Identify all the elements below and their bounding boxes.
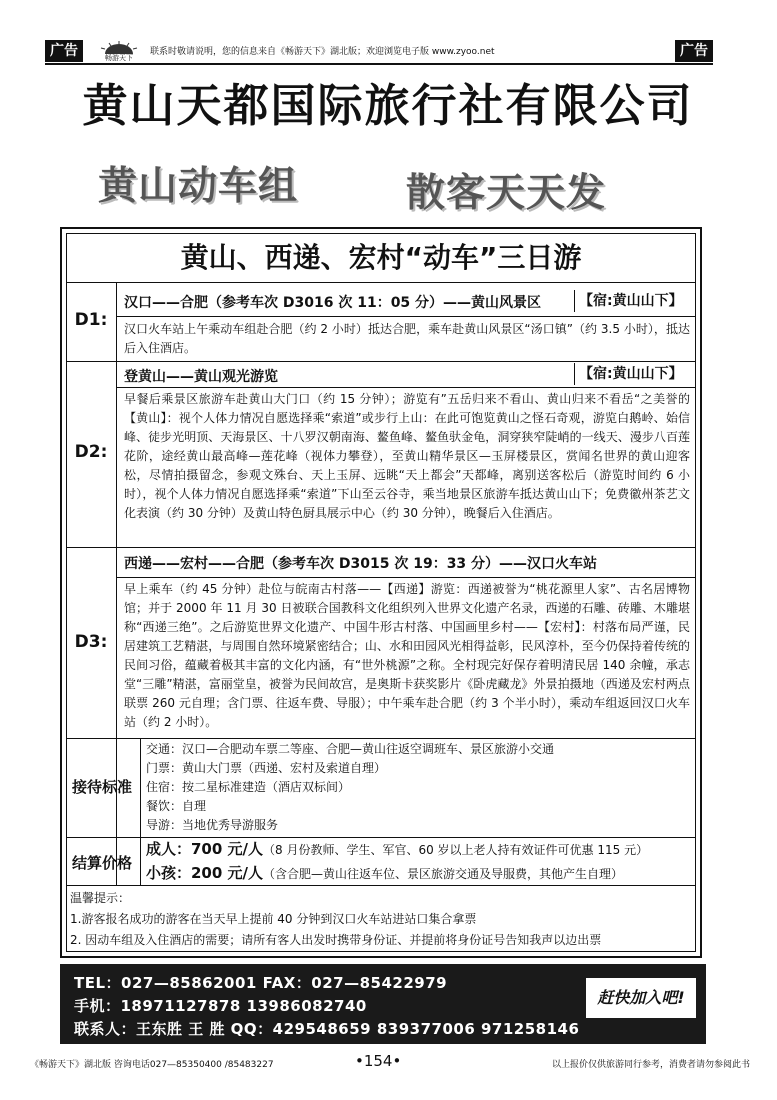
standard-hotel: 住宿：按二星标准建造（酒店双标间） xyxy=(146,780,351,794)
child-price-note: （含合肥—黄山往返车位、景区旅游交通及导服费，其他产生自理） xyxy=(263,867,624,881)
child-price-label: 小孩：200 元/人 xyxy=(146,864,264,882)
contact-phone-fax: TEL：027—85862001 FAX：027—85422979 xyxy=(74,974,448,992)
adult-price-label: 成人：700 元/人 xyxy=(146,840,264,858)
standards-label: 接待标准 xyxy=(71,778,132,796)
tip-1: 1.游客报名成功的游客在当天早上提前 40 分钟到汉口火车站进站口集合拿票 xyxy=(70,912,477,926)
standard-transport: 交通：汉口—合肥动车票二等座、合肥—黄山往返空调班车、景区旅游小交通 xyxy=(146,742,555,756)
day1-title: 汉口——合肥（参考车次 D3016 次 11：05 分）——黄山风景区 xyxy=(124,295,542,311)
day3-label: D3: xyxy=(74,632,108,652)
divider xyxy=(116,387,696,388)
day1-stay: 【宿:黄山山下】 xyxy=(574,290,687,312)
magazine-logo xyxy=(97,40,141,62)
pricing-label: 结算价格 xyxy=(71,854,132,872)
contact-mobile: 手机：18971127878 13986082740 xyxy=(74,997,367,1015)
page-footer xyxy=(30,1052,750,1076)
tip-2: 2. 因动车组及入住酒店的需要；请所有客人出发时携带身份证、并提前将身份证号告知我声以边出票 xyxy=(70,933,602,947)
divider xyxy=(66,361,696,362)
standard-guide: 导游：当地优秀导游服务 xyxy=(146,818,279,832)
day1-desc: 汉口火车站上午乘动车组赴合肥（约 2 小时）抵达合肥，乘车赴黄山风景区“汤口镇”（约 3.5 小时），抵达后入住酒店。 xyxy=(124,322,690,355)
tour-title: 黄山、西递、宏村“动车”三日游 xyxy=(66,234,696,283)
footer-disclaimer: 以上报价仅供旅游同行参考，消费者请勿参阅此书 xyxy=(551,1060,750,1070)
day2-label: D2: xyxy=(74,442,108,462)
divider xyxy=(66,547,696,548)
slogan-left: 黄山动车组 xyxy=(98,164,299,209)
ad-header xyxy=(45,40,713,64)
footer-publication: 《畅游天下》湖北版 咨询电话027—85350400 /85483227 xyxy=(30,1060,274,1070)
contact-people-qq: 联系人：王东胜 王 胜 QQ：429548659 839377006 971258146 xyxy=(74,1020,580,1038)
standard-meals: 餐饮：自理 xyxy=(146,799,207,813)
day1-label: D1: xyxy=(74,310,108,330)
ad-tag-left: 广告 xyxy=(45,40,83,62)
contact-bar xyxy=(60,964,706,1044)
header-divider xyxy=(45,63,713,65)
sun-logo-icon xyxy=(97,41,141,55)
company-name: 黄山天都国际旅行社有限公司 xyxy=(82,79,694,132)
divider xyxy=(140,738,141,885)
day3-desc: 早上乘车（约 45 分钟）赴位与皖南古村落——【西递】游览：西递被誉为“桃花源里人家”、古名居博物馆；并于 2000 年 11 月 30 日被联合国教科文化组织列入世界文化遗产名录，西递的石雕、砖雕、木雕堪称“西递三绝”。之后游览世界文化遗产、中国牛形古村落、中国画里乡村——【宏村】：村落布局严谨，民居建筑工艺精湛，与周围自然环境紧密结合；山、水和田园风光相得益彰，民风淳朴，至今仍保持着传统的民间习俗，蕴藏着极其丰富的文化内涵，有“世外桃源”之称。全村现完好保存着明清民居 140 余幢，承志堂“三雕”精湛，富丽堂皇，被誉为民间故宫，是奥斯卡获奖影片《卧虎藏龙》外景拍摄地（西递及宏村两点联票 260 元自理；含门票、往返车费、导服）；中午乘车赴合肥（约 3 个半小时），乘动车组返回汉口火车站（约 2 小时）。 xyxy=(124,582,690,729)
child-price xyxy=(146,862,623,885)
divider xyxy=(116,577,696,578)
ad-tag-right: 广告 xyxy=(675,40,713,62)
tips-title: 温馨提示： xyxy=(70,891,131,905)
divider xyxy=(116,316,696,317)
day2-title: 登黄山——黄山观光游览 xyxy=(124,369,278,385)
header-notice: 联系时敬请说明，您的信息来自《畅游天下》湖北版；欢迎浏览电子版 www.zyoo.net xyxy=(150,47,495,57)
join-now-slogan: 赶快加入吧! xyxy=(586,978,696,1018)
divider xyxy=(66,885,696,886)
page-number: •154• xyxy=(355,1052,402,1070)
day3-title: 西递——宏村——合肥（参考车次 D3015 次 19：33 分）——汉口火车站 xyxy=(124,556,598,572)
adult-price-note: （8 月份教师、学生、军官、60 岁以上老人持有效证件可优惠 115 元） xyxy=(263,843,649,857)
day2-desc: 早餐后乘景区旅游车赴黄山大门口（约 15 分钟）；游览有”五岳归来不看山、黄山归来不看岳“之美誉的【黄山】：视个人体力情况自愿选择乘“索道”或步行上山：在此可饱览黄山之怪石奇观，游览白鹅岭、始信峰、徒步光明顶、天海景区、十八罗汉朝南海、鳌鱼峰、鳌鱼驮金龟，洞穿狭窄陡峭的一线天、漫步八百莲花阶，途经黄山最高峰—莲花峰（视体力攀登），至黄山精华景区—玉屏楼景区，赏闻名世界的黄山迎客松，尽情拍摄留念，参观文殊台、天上玉屏、远眺“天上都会”天都峰，离别送客松后（游览时间约 6 小时），视个人体力情况自愿选择乘“索道”下山至云谷寺，乘当地景区旅游车抵达黄山山下；免费徽州茶艺文化表演（约 30 分钟）及黄山特色厨具展示中心（约 30 分钟），晚餐后入住酒店。 xyxy=(124,392,690,520)
adult-price xyxy=(146,838,648,861)
slogan-right: 散客天天发 xyxy=(406,171,607,216)
day2-stay: 【宿:黄山山下】 xyxy=(574,363,687,385)
logo-text: 畅游天下 xyxy=(105,54,133,62)
divider xyxy=(66,738,696,739)
standard-tickets: 门票：黄山大门票（西递、宏村及索道自理） xyxy=(146,761,387,775)
